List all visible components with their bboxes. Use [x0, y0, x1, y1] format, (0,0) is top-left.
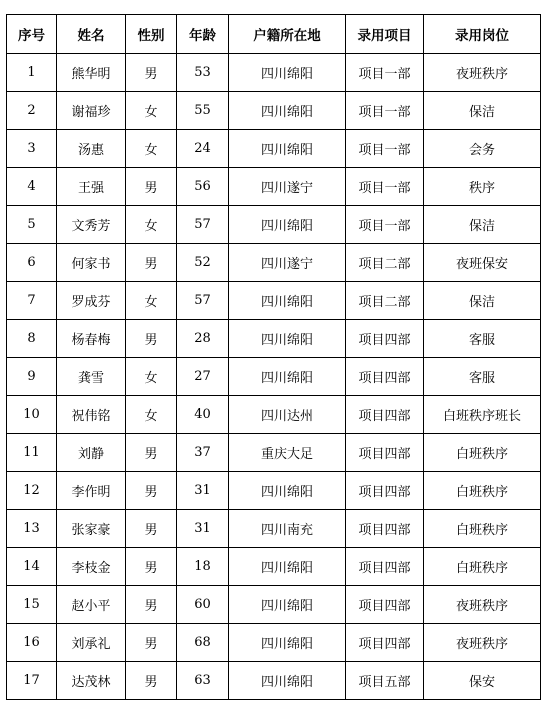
cell-gender: 女 — [126, 358, 177, 396]
cell-position: 白班秩序 — [424, 510, 541, 548]
cell-project: 项目四部 — [346, 510, 424, 548]
cell-project: 项目五部 — [346, 662, 424, 700]
cell-age: 28 — [177, 320, 229, 358]
cell-hometown: 四川绵阳 — [229, 92, 346, 130]
header-gender: 性别 — [126, 15, 177, 54]
cell-age: 60 — [177, 586, 229, 624]
cell-project: 项目四部 — [346, 434, 424, 472]
cell-hometown: 四川遂宁 — [229, 168, 346, 206]
cell-hometown: 四川遂宁 — [229, 244, 346, 282]
cell-name: 李作明 — [57, 472, 126, 510]
cell-name: 赵小平 — [57, 586, 126, 624]
cell-index: 8 — [7, 320, 57, 358]
cell-project: 项目四部 — [346, 358, 424, 396]
table-row — [7, 358, 541, 396]
header-age: 年龄 — [177, 15, 229, 54]
cell-index: 16 — [7, 624, 57, 662]
table-row — [7, 92, 541, 130]
cell-position: 夜班秩序 — [424, 54, 541, 92]
cell-gender: 女 — [126, 130, 177, 168]
cell-hometown: 四川绵阳 — [229, 130, 346, 168]
table-row — [7, 586, 541, 624]
cell-project: 项目四部 — [346, 472, 424, 510]
cell-name: 谢福珍 — [57, 92, 126, 130]
cell-position: 保洁 — [424, 92, 541, 130]
cell-age: 27 — [177, 358, 229, 396]
cell-name: 熊华明 — [57, 54, 126, 92]
cell-project: 项目四部 — [346, 548, 424, 586]
cell-age: 24 — [177, 130, 229, 168]
header-hometown: 户籍所在地 — [229, 15, 346, 54]
cell-name: 李枝金 — [57, 548, 126, 586]
cell-name: 刘承礼 — [57, 624, 126, 662]
cell-position: 白班秩序班长 — [424, 396, 541, 434]
cell-position: 白班秩序 — [424, 472, 541, 510]
cell-position: 保洁 — [424, 282, 541, 320]
cell-age: 63 — [177, 662, 229, 700]
cell-age: 57 — [177, 206, 229, 244]
table-row — [7, 624, 541, 662]
cell-gender: 男 — [126, 320, 177, 358]
cell-index: 13 — [7, 510, 57, 548]
cell-name: 祝伟铭 — [57, 396, 126, 434]
cell-index: 11 — [7, 434, 57, 472]
cell-index: 2 — [7, 92, 57, 130]
cell-gender: 男 — [126, 434, 177, 472]
cell-age: 53 — [177, 54, 229, 92]
cell-index: 9 — [7, 358, 57, 396]
cell-gender: 女 — [126, 206, 177, 244]
cell-project: 项目四部 — [346, 624, 424, 662]
cell-name: 龚雪 — [57, 358, 126, 396]
cell-project: 项目二部 — [346, 282, 424, 320]
table-row — [7, 130, 541, 168]
cell-age: 37 — [177, 434, 229, 472]
cell-hometown: 四川绵阳 — [229, 662, 346, 700]
cell-name: 文秀芳 — [57, 206, 126, 244]
header-position: 录用岗位 — [424, 15, 541, 54]
cell-index: 17 — [7, 662, 57, 700]
cell-hometown: 四川达州 — [229, 396, 346, 434]
cell-project: 项目一部 — [346, 206, 424, 244]
cell-gender: 男 — [126, 662, 177, 700]
cell-age: 18 — [177, 548, 229, 586]
cell-name: 汤惠 — [57, 130, 126, 168]
cell-name: 刘静 — [57, 434, 126, 472]
cell-gender: 男 — [126, 168, 177, 206]
cell-age: 40 — [177, 396, 229, 434]
cell-gender: 男 — [126, 472, 177, 510]
table-row — [7, 54, 541, 92]
cell-hometown: 四川绵阳 — [229, 282, 346, 320]
cell-hometown: 四川绵阳 — [229, 472, 346, 510]
cell-project: 项目四部 — [346, 586, 424, 624]
cell-index: 4 — [7, 168, 57, 206]
cell-age: 55 — [177, 92, 229, 130]
table-row — [7, 396, 541, 434]
cell-project: 项目四部 — [346, 320, 424, 358]
table-row — [7, 434, 541, 472]
cell-name: 罗成芬 — [57, 282, 126, 320]
cell-position: 夜班保安 — [424, 244, 541, 282]
cell-position: 白班秩序 — [424, 548, 541, 586]
table-row — [7, 282, 541, 320]
cell-hometown: 四川南充 — [229, 510, 346, 548]
cell-position: 白班秩序 — [424, 434, 541, 472]
cell-position: 客服 — [424, 358, 541, 396]
cell-name: 杨春梅 — [57, 320, 126, 358]
cell-name: 张家豪 — [57, 510, 126, 548]
cell-name: 何家书 — [57, 244, 126, 282]
cell-hometown: 四川绵阳 — [229, 54, 346, 92]
cell-index: 3 — [7, 130, 57, 168]
cell-index: 6 — [7, 244, 57, 282]
cell-gender: 女 — [126, 92, 177, 130]
cell-index: 12 — [7, 472, 57, 510]
cell-index: 14 — [7, 548, 57, 586]
cell-position: 保安 — [424, 662, 541, 700]
cell-index: 10 — [7, 396, 57, 434]
cell-index: 15 — [7, 586, 57, 624]
cell-age: 56 — [177, 168, 229, 206]
cell-hometown: 四川绵阳 — [229, 624, 346, 662]
cell-age: 52 — [177, 244, 229, 282]
cell-gender: 男 — [126, 54, 177, 92]
cell-position: 保洁 — [424, 206, 541, 244]
table-row — [7, 662, 541, 700]
header-row — [7, 15, 541, 54]
cell-age: 31 — [177, 472, 229, 510]
table-body — [7, 54, 541, 700]
header-index: 序号 — [7, 15, 57, 54]
table-row — [7, 472, 541, 510]
header-project: 录用项目 — [346, 15, 424, 54]
cell-age: 31 — [177, 510, 229, 548]
cell-hometown: 四川绵阳 — [229, 358, 346, 396]
cell-gender: 男 — [126, 244, 177, 282]
cell-project: 项目一部 — [346, 54, 424, 92]
cell-index: 7 — [7, 282, 57, 320]
cell-position: 秩序 — [424, 168, 541, 206]
cell-gender: 男 — [126, 586, 177, 624]
cell-age: 68 — [177, 624, 229, 662]
cell-gender: 女 — [126, 396, 177, 434]
cell-project: 项目一部 — [346, 130, 424, 168]
employee-table — [6, 14, 541, 700]
cell-project: 项目二部 — [346, 244, 424, 282]
table-row — [7, 320, 541, 358]
cell-position: 夜班秩序 — [424, 586, 541, 624]
cell-gender: 男 — [126, 510, 177, 548]
cell-project: 项目四部 — [346, 396, 424, 434]
table-row — [7, 548, 541, 586]
table-row — [7, 244, 541, 282]
table-row — [7, 206, 541, 244]
cell-name: 王强 — [57, 168, 126, 206]
cell-hometown: 四川绵阳 — [229, 586, 346, 624]
cell-project: 项目一部 — [346, 92, 424, 130]
table-row — [7, 168, 541, 206]
cell-age: 57 — [177, 282, 229, 320]
cell-index: 5 — [7, 206, 57, 244]
cell-name: 达茂林 — [57, 662, 126, 700]
cell-index: 1 — [7, 54, 57, 92]
cell-hometown: 四川绵阳 — [229, 206, 346, 244]
table-row — [7, 510, 541, 548]
cell-hometown: 四川绵阳 — [229, 548, 346, 586]
cell-position: 客服 — [424, 320, 541, 358]
cell-hometown: 重庆大足 — [229, 434, 346, 472]
cell-hometown: 四川绵阳 — [229, 320, 346, 358]
cell-gender: 男 — [126, 624, 177, 662]
cell-gender: 男 — [126, 548, 177, 586]
header-name: 姓名 — [57, 15, 126, 54]
cell-gender: 女 — [126, 282, 177, 320]
cell-position: 夜班秩序 — [424, 624, 541, 662]
cell-position: 会务 — [424, 130, 541, 168]
cell-project: 项目一部 — [346, 168, 424, 206]
